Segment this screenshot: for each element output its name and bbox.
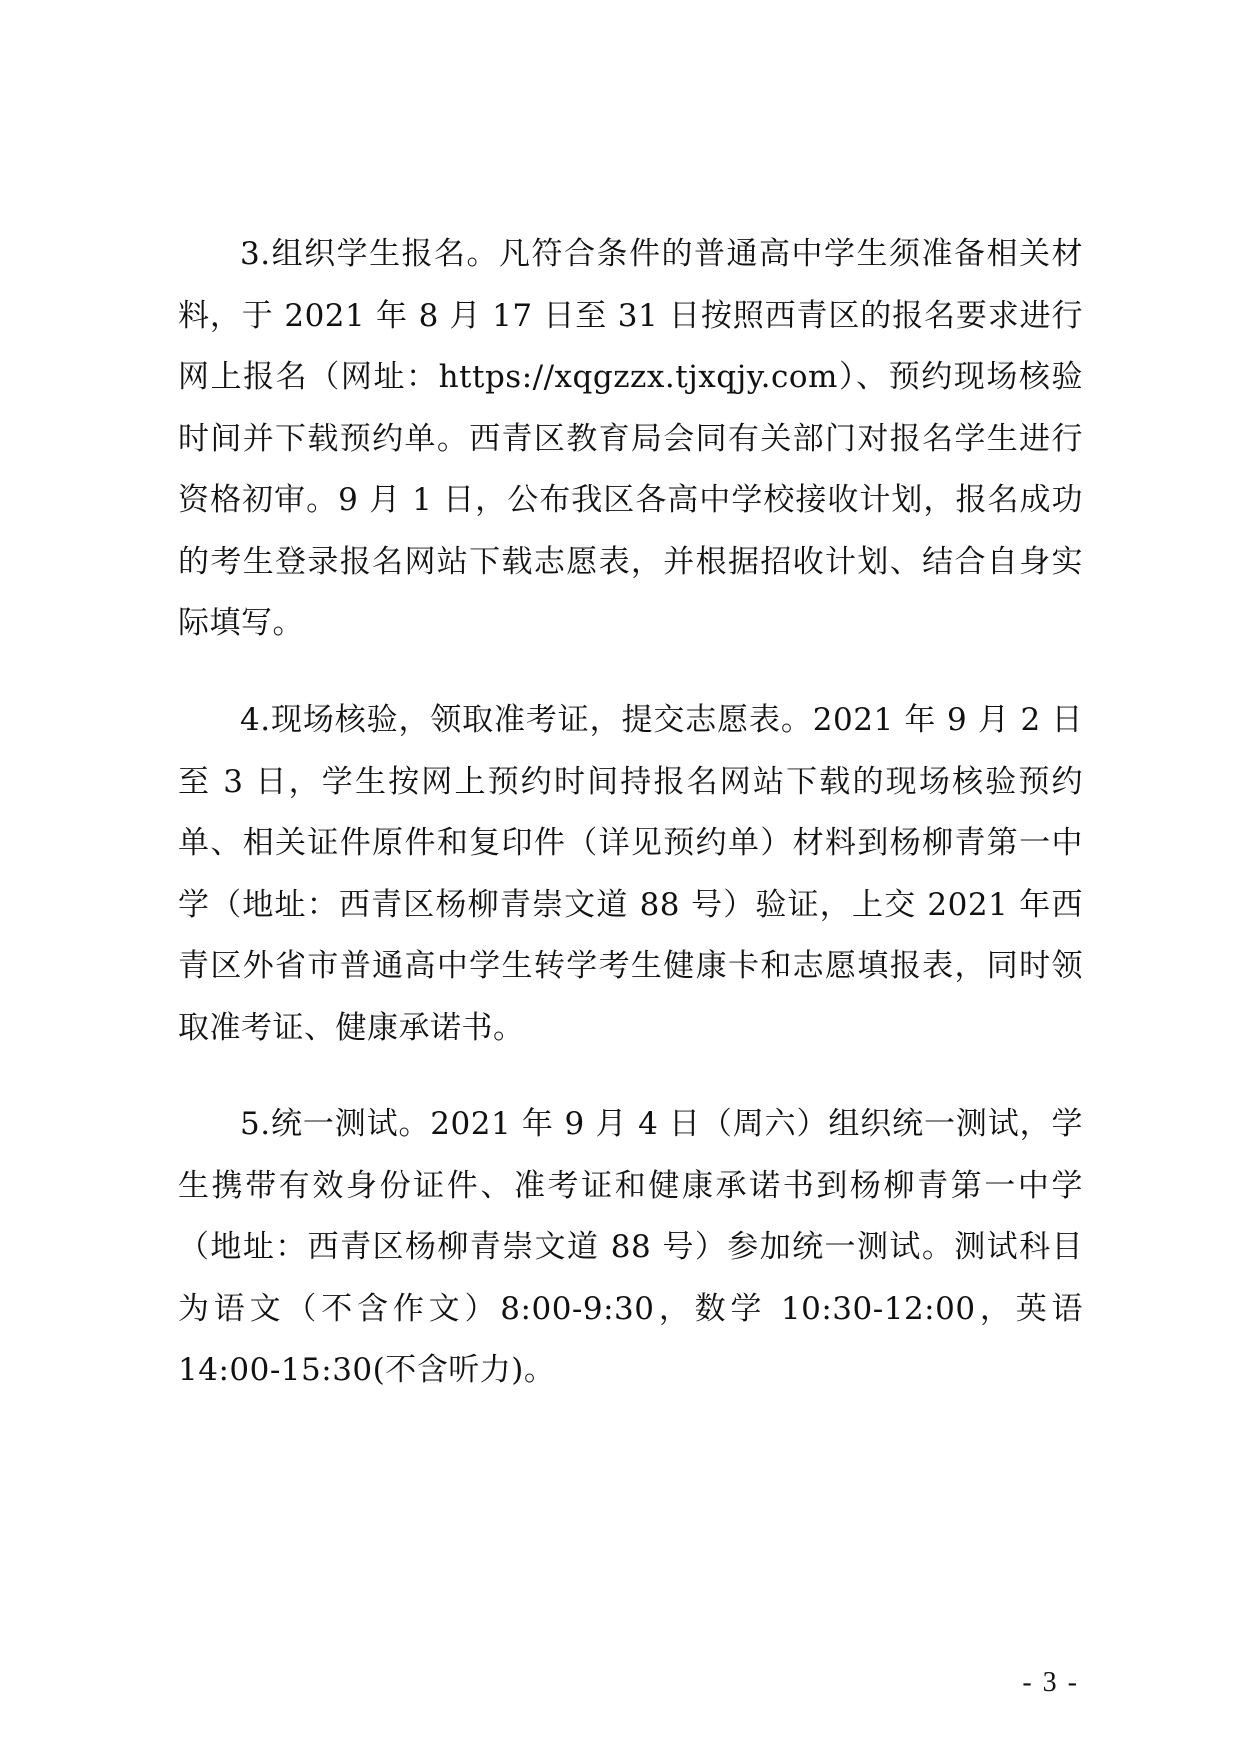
paragraph-onsite-verification: 4.现场核验，领取准考证，提交志愿表。2021 年 9 月 2 日至 3 日，学生按网上预约时间持报名网站下载的现场核验预约单、相关证件原件和复印件（详见预约单）材料到杨柳青第一中学（地址：西青区杨柳青崇文道 88 号）验证，上交 2021 年西青区外省市普通高中学生转学考生健康卡和志愿填报表，同时领取准考证、健康承诺书。 — [178, 702, 1083, 1046]
paragraph-registration: 3.组织学生报名。凡符合条件的普通高中学生须准备相关材料，于 2021 年 8 月 17 日至 31 日按照西青区的报名要求进行网上报名（网址：https://xqgzzx.tjxqjy.com）、预约现场核验时间并下载预约单。西青区教育局会同有关部门对报名学生进行资格初审。9 月 1 日，公布我区各高中学校接收计划，报名成功的考生登录报名网站下载志愿表，并根据招收计划、结合自身实际填写。 — [178, 236, 1083, 641]
paragraph-unified-test: 5.统一测试。2021 年 9 月 4 日（周六）组织统一测试，学生携带有效身份证件、准考证和健康承诺书到杨柳青第一中学（地址：西青区杨柳青崇文道 88 号）参加统一测试。测试科目为语文（不含作文）8:00-9:30，数学 10:30-12:00，英语 14:00-15:30(不含听力)。 — [178, 1106, 1083, 1388]
page-number: - 3 - — [1022, 1667, 1079, 1698]
